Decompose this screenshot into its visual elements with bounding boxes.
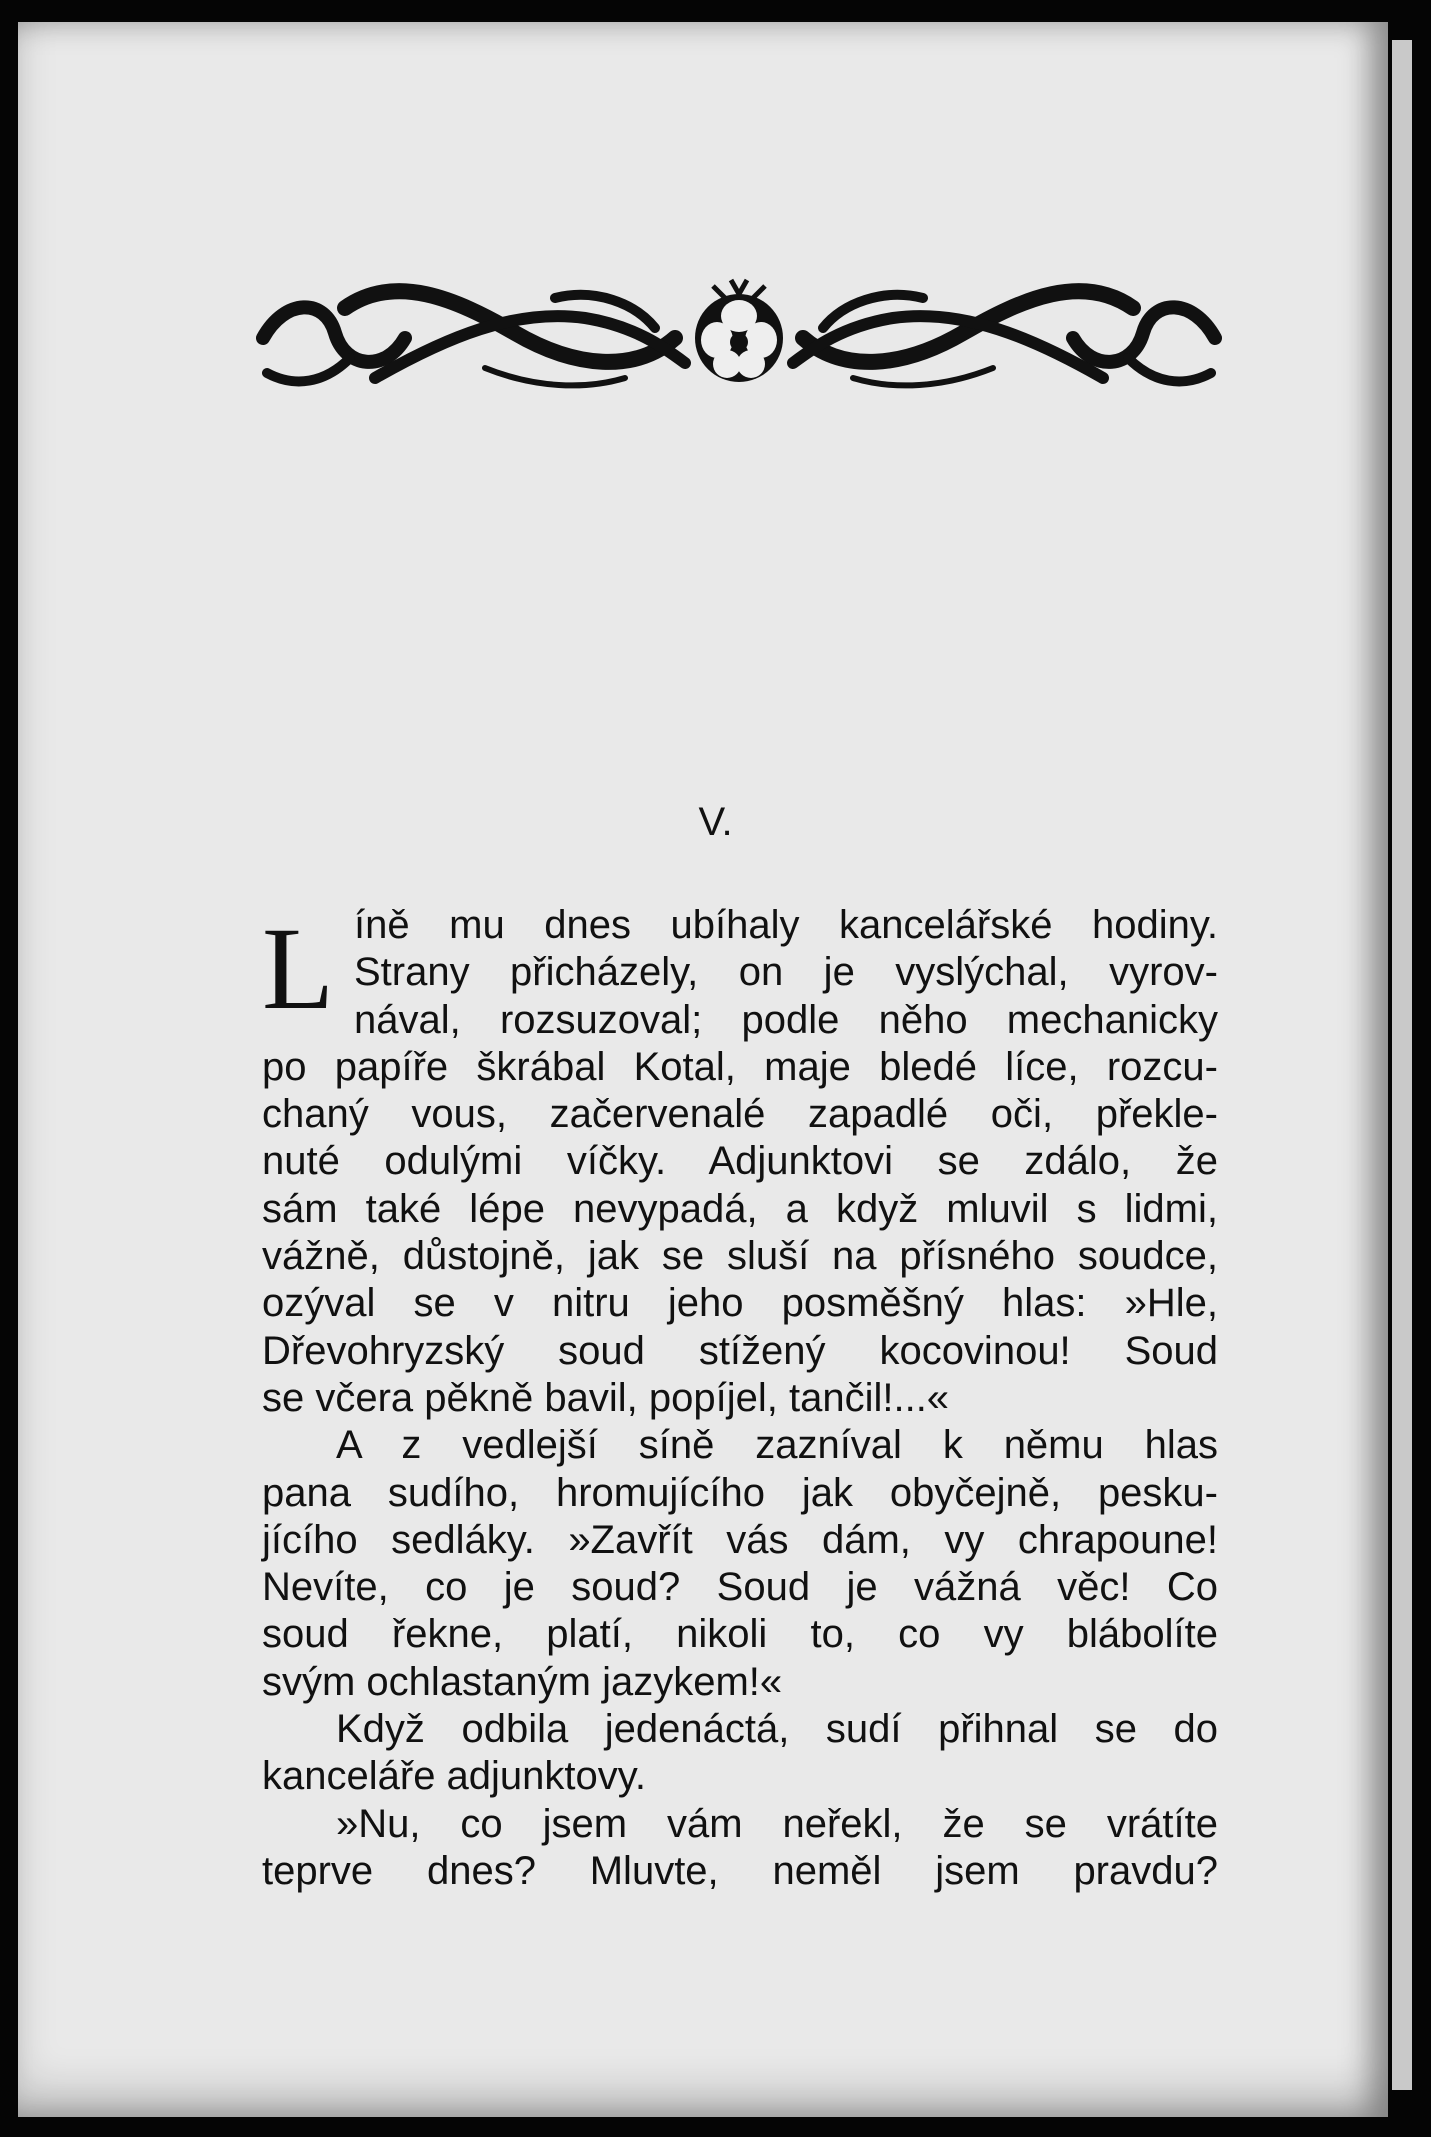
text-line: ozýval se v nitru jeho posměšný hlas: »Hle, [262, 1281, 1218, 1326]
text-line: Nevíte, co je soud? Soud je vážná věc! Co [262, 1565, 1218, 1610]
text-line: po papíře škrábal Kotal, maje bledé líce, rozcu- [262, 1044, 1218, 1089]
text-line: »Nu, co jsem vám neřekl, že se vrátíte [336, 1801, 1218, 1846]
chapter-number: V. [698, 800, 733, 844]
text-line: soud řekne, platí, nikoli to, co vy blábolíte [262, 1612, 1218, 1657]
text-line: vážně, důstojně, jak se sluší na přísného soudce, [262, 1234, 1218, 1279]
text-line: se včera pěkně bavil, popíjel, tančil!...« [262, 1375, 950, 1420]
body-text [262, 902, 1218, 1895]
text-line: íně mu dnes ubíhaly kancelářské hodiny. [354, 903, 1218, 947]
text-line: pana sudího, hromujícího jak obyčejně, pesku- [262, 1470, 1218, 1515]
floral-ornament-icon [255, 278, 1223, 404]
page-edge [1392, 40, 1412, 2090]
text-line: kanceláře adjunktovy. [262, 1754, 646, 1799]
text-line: A z vedlejší síně zazníval k němu hlas [336, 1423, 1218, 1468]
text-line: sám také lépe nevypadá, a když mluvil s lidmi, [262, 1186, 1218, 1231]
text-line: nuté odulými víčky. Adjunktovi se zdálo, že [262, 1139, 1218, 1184]
text-line: chaný vous, začervenalé zapadlé oči, překle- [262, 1092, 1218, 1137]
drop-cap: L [262, 903, 335, 1034]
text-line: jícího sedláky. »Zavřít vás dám, vy chrapoune! [262, 1517, 1218, 1562]
text-line: Dřevohryzský soud stížený kocovinou! Soud [262, 1328, 1218, 1373]
text-line: Strany přicházely, on je vyslýchal, vyrov- [354, 950, 1218, 995]
text-line: teprve dnes? Mluvte, neměl jsem pravdu? [262, 1848, 1218, 1893]
text-line: Když odbila jedenáctá, sudí přihnal se do [336, 1707, 1218, 1752]
text-line: svým ochlastaným jazykem!« [262, 1659, 783, 1704]
text-line: nával, rozsuzoval; podle něho mechanicky [354, 997, 1218, 1042]
